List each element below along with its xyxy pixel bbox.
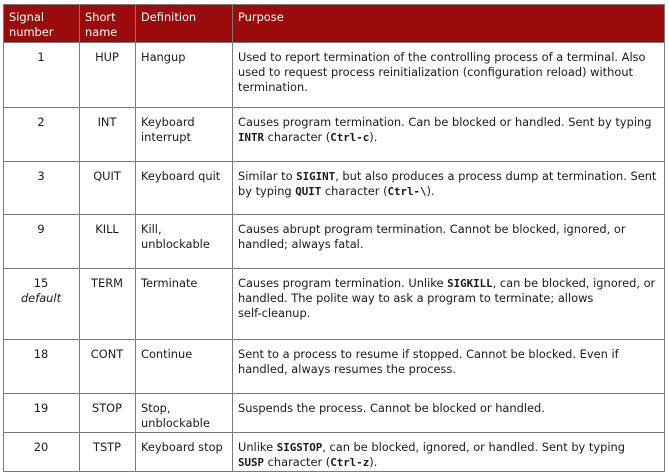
short-name: TSTP [92,439,121,454]
signal-number-cell [4,43,80,108]
table-row [4,43,665,108]
purpose-line: Suspends the process. Cannot be blocked or handled. [238,400,545,415]
purpose-cell [233,432,665,471]
table-row [4,393,665,432]
purpose-cell [233,107,665,161]
purpose-line: Causes program termination. Can be blocked or handled. Sent by typing [238,114,652,129]
table-row [4,432,665,471]
purpose-line: SUSP character (Ctrl-z). [238,454,378,469]
short-name-cell [80,43,136,108]
code-term: SIGKILL [447,276,493,290]
definition-line: Keyboard quit [141,168,221,183]
purpose-line: by typing QUIT character (Ctrl-\). [238,183,435,198]
short-name: HUP [95,50,119,64]
signal-number: 20 [33,439,49,454]
definition-cell [136,268,233,339]
purpose-line: handled; always fatal. [238,237,364,252]
table-row [4,340,665,394]
definition-cell [136,161,233,215]
purpose-line: Similar to SIGINT, but also produces a process dump at termination. Sent [238,168,657,183]
signal-number: 3 [37,168,45,183]
code-term: Ctrl-c [330,130,370,144]
definition-line: Terminate [141,275,198,290]
code-term: INTR [238,130,265,144]
purpose-line: handled. The polite way to ask a program to terminate; allows [238,290,594,305]
short-name-cell [80,161,136,215]
purpose-line: Used to report termination of the controlling process of a terminal. Also [238,50,646,64]
definition-cell [136,340,233,394]
purpose-line: self-cleanup. [238,305,311,320]
definition-line: unblockable [141,237,210,252]
signal-number-cell [4,215,80,269]
purpose-line: handled, always resumes the process. [238,362,456,376]
table-body [4,43,665,472]
purpose-line: Sent to a process to resume if stopped. Cannot be blocked. Even if [238,347,619,361]
table-header [4,5,665,43]
signal-number-cell [4,393,80,432]
purpose-line: Causes program termination. Unlike SIGKILL, can be blocked, ignored, or [238,275,656,290]
purpose-cell [233,43,665,108]
short-name: TERM [91,275,123,290]
table-row [4,107,665,161]
purpose-cell [233,340,665,394]
definition-cell [136,107,233,161]
short-name: KILL [95,222,119,237]
code-term: SIGINT [296,169,336,183]
code-term: SIGSTOP [276,440,323,454]
signal-number: 15 [33,275,49,290]
signal-number: 2 [37,114,45,129]
signal-number-cell [4,340,80,394]
definition-cell [136,215,233,269]
short-name-cell [80,268,136,339]
definition-line: Keyboard stop [141,439,223,454]
signal-number: 18 [33,347,49,361]
header-short-name [80,5,136,43]
purpose-line: termination. [238,80,308,94]
definition-line: Stop, [141,400,171,415]
table-row [4,268,665,339]
signal-number: 1 [37,50,45,64]
purpose-line: INTR character (Ctrl-c). [238,129,378,144]
short-name-cell [80,215,136,269]
definition-cell [136,43,233,108]
table-row [4,215,665,269]
definition-line: Hangup [141,50,186,64]
short-name-cell [80,107,136,161]
signals-table [3,4,665,472]
code-term: QUIT [295,184,322,198]
signal-number: 9 [37,222,45,237]
short-name-cell [80,340,136,394]
signal-number-cell [4,161,80,215]
definition-line: interrupt [141,129,191,144]
header-signal-number [4,5,80,43]
code-term: Ctrl-\ [387,184,427,198]
header-line: name [85,25,118,39]
signal-number-cell [4,268,80,339]
purpose-line: Unlike SIGSTOP, can be blocked, ignored, or handled. Sent by typing [238,439,625,454]
definition-line: Kill, [141,222,162,237]
code-term: Ctrl-z [330,455,370,469]
purpose-cell [233,393,665,432]
short-name-cell [80,432,136,471]
code-term: SUSP [238,455,265,469]
table-row [4,161,665,215]
header-definition: Definition [136,5,233,43]
header-purpose: Purpose [233,5,665,43]
purpose-cell [233,215,665,269]
short-name: STOP [91,400,123,415]
signal-note: default [20,290,62,305]
signal-number: 19 [33,400,49,415]
header-line: number [9,25,54,39]
definition-line: Continue [141,347,193,361]
short-name: QUIT [93,168,121,183]
signal-number-cell [4,107,80,161]
purpose-line: Causes abrupt program termination. Cannot be blocked, ignored, or [238,222,626,237]
short-name: INT [97,114,117,129]
purpose-cell [233,268,665,339]
definition-cell [136,432,233,471]
definition-cell [136,393,233,432]
signal-number-cell [4,432,80,471]
purpose-cell [233,161,665,215]
header-line: Short [85,10,116,24]
definition-line: unblockable [141,415,210,430]
definition-line: Keyboard [141,114,195,129]
short-name-cell [80,393,136,432]
header-line: Signal [9,10,44,24]
purpose-line: used to request process reinitialization (configuration reload) without [238,65,634,79]
short-name: CONT [90,347,124,361]
